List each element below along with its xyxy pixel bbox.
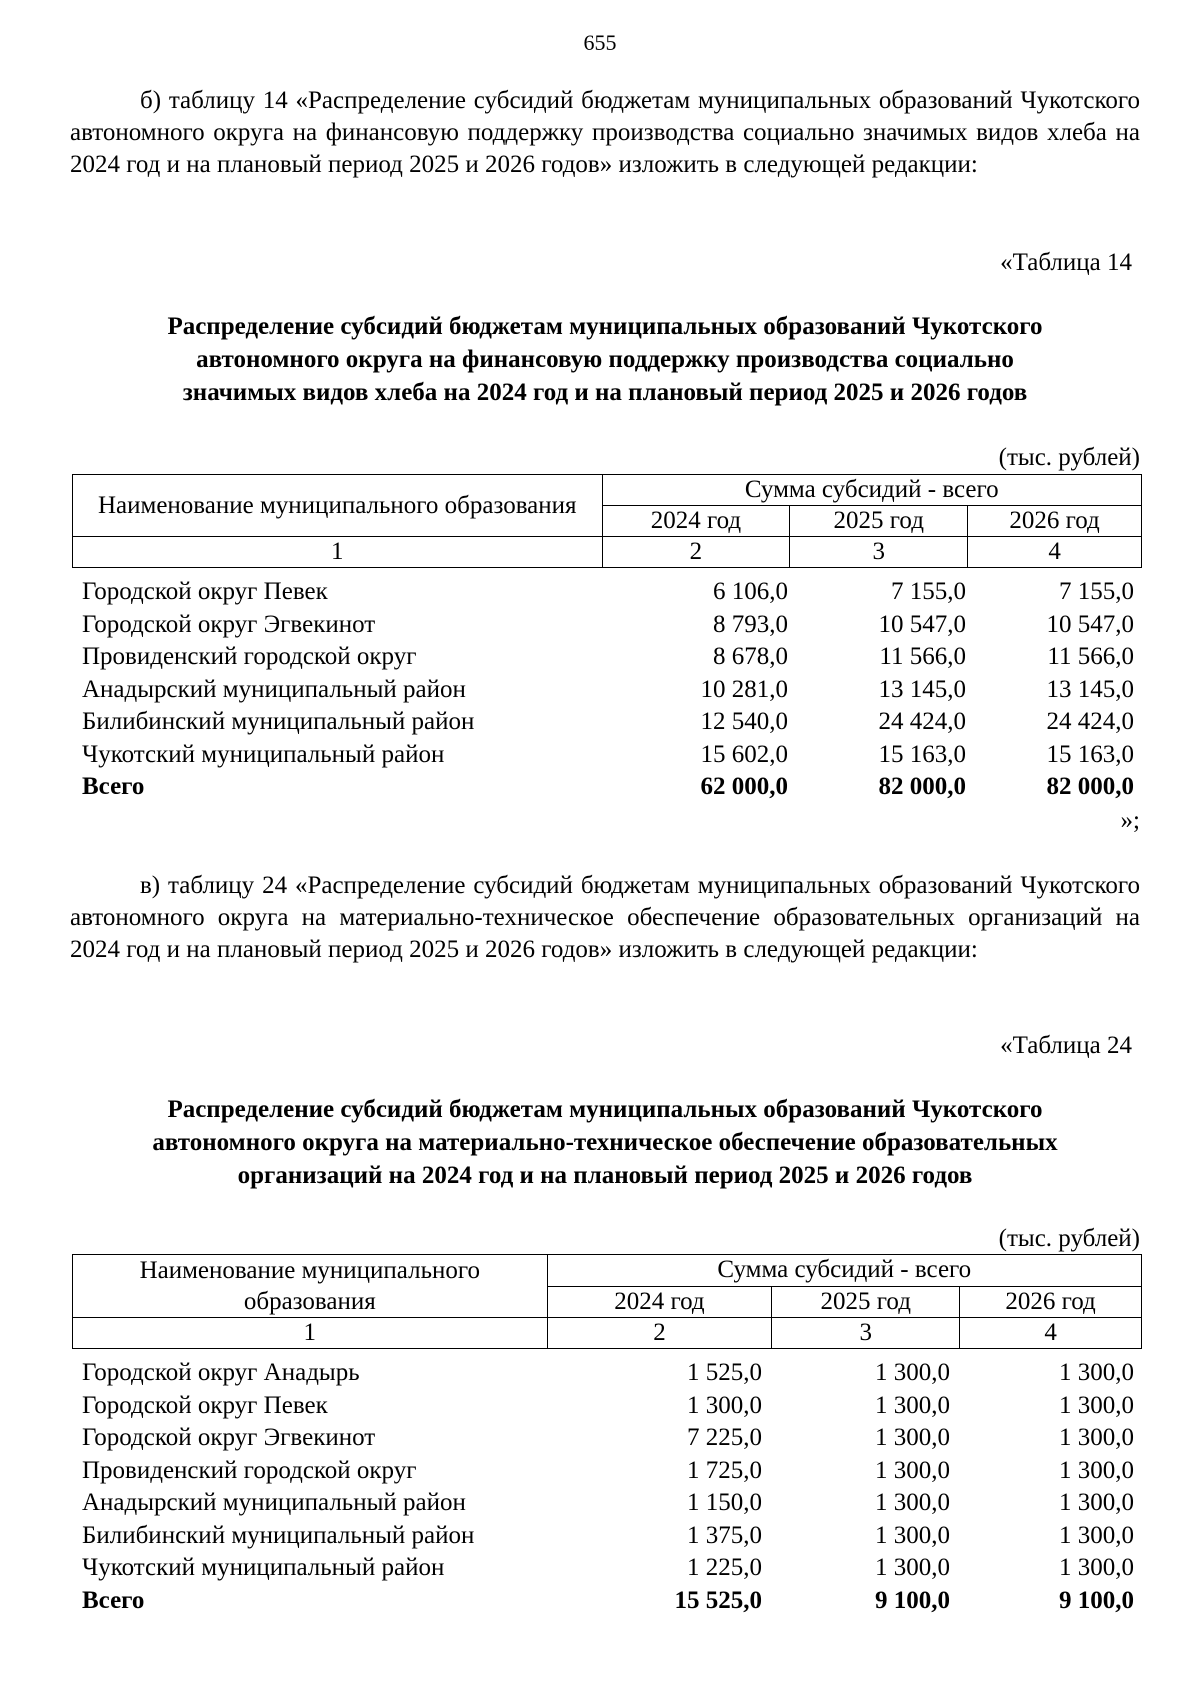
table24-colnum: 2 [547,1318,772,1349]
table14-title-line: значимых видов хлеба на 2024 год и на плановый период 2025 и 2026 годов [182,379,1028,406]
row-name: Городской округ Эгвекинот [82,1424,376,1451]
cell-2024: 10 281,0 [700,675,788,703]
cell-2026: 1 300,0 [1059,1359,1134,1386]
cell-2026: 1 300,0 [1059,1489,1134,1516]
cell-2025: 11 566,0 [879,643,966,670]
cell-2024: 8 678,0 [713,643,788,670]
cell-2024: 1 725,0 [687,1456,762,1484]
table-total-row [72,1585,1142,1618]
row-name: Чукотский муниципальный район [82,740,445,768]
cell-2024: 15 602,0 [700,740,788,768]
cell-2024: 8 793,0 [713,610,788,638]
table14-unit: (тыс. рублей) [998,444,1140,471]
cell-2025: 13 145,0 [878,675,966,703]
table14-header [72,474,1142,568]
row-name: Городской округ Певек [82,578,328,605]
table24-colnum: 4 [960,1318,1142,1349]
table24-colnum: 1 [73,1318,548,1349]
row-name: Билибинский муниципальный район [82,1521,475,1549]
row-name: Билибинский муниципальный район [82,708,475,735]
table-row [72,706,1142,739]
row-name: Анадырский муниципальный район [82,1489,466,1516]
table-row [72,641,1142,674]
table24-col-group: Сумма субсидий - всего [547,1255,1141,1287]
cell-2025: 1 300,0 [875,1424,950,1451]
page-number: 655 [583,30,617,55]
table24-title-line: организаций на 2024 год и на плановый период 2025 и 2026 годов [237,1162,973,1189]
row-name: Провиденский городской округ [82,1456,417,1484]
table-row [72,1422,1142,1455]
cell-2025: 1 300,0 [875,1521,950,1549]
cell-2025: 1 300,0 [875,1391,950,1419]
table-row [72,1455,1142,1488]
cell-2024: 1 225,0 [687,1554,762,1581]
table24-header [72,1254,1142,1349]
cell-2026: 15 163,0 [1046,740,1134,768]
table-row [72,739,1142,772]
row-name: Городской округ Эгвекинот [82,610,376,638]
cell-2025: 1 300,0 [875,1359,950,1386]
cell-2026: 24 424,0 [1046,708,1134,735]
table14-title-line: Распределение субсидий бюджетам муниципальных образований Чукотского [167,313,1043,340]
cell-2024: 1 525,0 [687,1359,762,1386]
table-row [72,576,1142,609]
table24-colnum: 3 [772,1318,960,1349]
row-name: Чукотский муниципальный район [82,1554,445,1581]
row-name: Всего [82,1586,145,1614]
cell-2026: 9 100,0 [1059,1586,1134,1614]
cell-2025: 7 155,0 [891,578,966,605]
cell-2026: 1 300,0 [1059,1554,1134,1581]
table-row [72,674,1142,707]
cell-2025: 9 100,0 [875,1586,950,1614]
cell-2026: 13 145,0 [1046,675,1134,703]
table14-col-group: Сумма субсидий - всего [602,475,1141,506]
row-name: Всего [82,773,145,800]
table24-title-line: автономного округа на материально-техническое обеспечение образовательных [152,1129,1058,1156]
cell-2026: 1 300,0 [1059,1424,1134,1451]
cell-2024: 12 540,0 [700,708,788,735]
table14-year-2024: 2024 год [602,506,790,537]
table14-col-name: Наименование муниципального образования [73,475,603,537]
cell-2024: 1 375,0 [687,1521,762,1549]
cell-2025: 1 300,0 [875,1456,950,1484]
table-row [72,1552,1142,1585]
table24-year-2025: 2025 год [772,1286,960,1318]
row-name: Городской округ Анадырь [82,1359,360,1386]
cell-2025: 15 163,0 [878,740,966,768]
table-row [72,609,1142,642]
table24-year-2026: 2026 год [960,1286,1142,1318]
table24-body [72,1357,1142,1617]
table-row [72,1487,1142,1520]
table24-col-name: Наименование муниципального образования [73,1255,548,1318]
table14-colnum: 3 [790,537,968,568]
cell-2026: 1 300,0 [1059,1391,1134,1419]
cell-2026: 7 155,0 [1059,578,1134,605]
cell-2024: 1 150,0 [687,1489,762,1516]
table14-body [72,576,1142,804]
table14-colnum: 2 [602,537,790,568]
row-name: Провиденский городской округ [82,643,417,670]
cell-2026: 11 566,0 [1047,643,1134,670]
table-row [72,1390,1142,1423]
table24-title [90,1093,1120,1192]
row-name: Городской округ Певек [82,1391,328,1419]
table14-label: «Таблица 14 [1000,249,1132,276]
table14-title-line: автономного округа на финансовую поддержку производства социально [196,346,1014,373]
cell-2026: 82 000,0 [1046,773,1134,800]
cell-2025: 10 547,0 [878,610,966,638]
cell-2024: 1 300,0 [687,1391,762,1419]
table24-unit: (тыс. рублей) [998,1225,1140,1252]
cell-2025: 82 000,0 [878,773,966,800]
paragraph-v: в) таблицу 24 «Распределение субсидий бюджетам муниципальных образований Чукотского автономного округа на материально-техническое обеспечение образовательных организаций на 2024 год и на плановый период 2025 и 2026 годов» изложить в следующей редакции: [70,872,1140,963]
cell-2024: 62 000,0 [700,773,788,800]
cell-2025: 24 424,0 [878,708,966,735]
table14-colnum: 4 [968,537,1142,568]
cell-2024: 7 225,0 [687,1424,762,1451]
table14-year-2026: 2026 год [968,506,1142,537]
cell-2025: 1 300,0 [875,1489,950,1516]
table14-closing-quote: »; [1120,807,1140,834]
table-row [72,1520,1142,1553]
cell-2024: 6 106,0 [713,578,788,605]
cell-2024: 15 525,0 [674,1586,762,1614]
cell-2025: 1 300,0 [875,1554,950,1581]
cell-2026: 1 300,0 [1059,1521,1134,1549]
cell-2026: 10 547,0 [1046,610,1134,638]
table24-label: «Таблица 24 [1000,1032,1132,1059]
table14-title [90,310,1120,409]
table24-title-line: Распределение субсидий бюджетам муниципальных образований Чукотского [167,1096,1043,1123]
paragraph-b: б) таблицу 14 «Распределение субсидий бюджетам муниципальных образований Чукотского автономного округа на финансовую поддержку производства социально значимых видов хлеба на 2024 год и на плановый период 2025 и 2026 годов» изложить в следующей редакции: [70,87,1140,178]
table14-colnum: 1 [73,537,603,568]
table14-year-2025: 2025 год [790,506,968,537]
table-total-row [72,771,1142,804]
table-row [72,1357,1142,1390]
cell-2026: 1 300,0 [1059,1456,1134,1484]
table24-year-2024: 2024 год [547,1286,772,1318]
row-name: Анадырский муниципальный район [82,675,466,703]
